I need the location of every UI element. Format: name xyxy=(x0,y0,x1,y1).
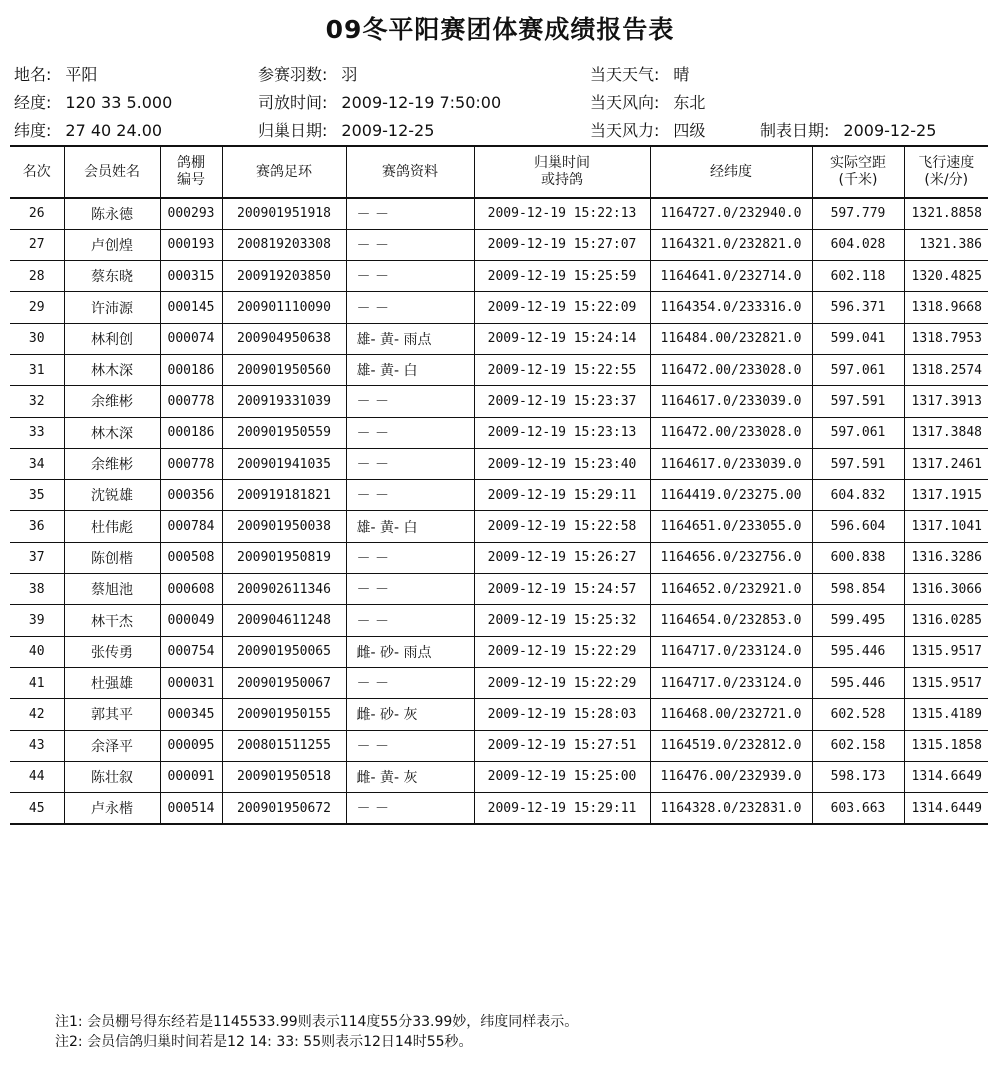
cell-distance: 602.528 xyxy=(812,699,904,730)
cell-bird-info: － － xyxy=(346,574,474,605)
info-latitude xyxy=(14,118,162,141)
cell-speed: 1317.1915 xyxy=(904,480,988,511)
cell-loft: 000186 xyxy=(160,417,222,448)
col-time-label-2: 或持鸽 xyxy=(541,172,583,188)
table-row xyxy=(10,793,988,824)
cell-coords: 116476.00/232939.0 xyxy=(650,761,812,792)
cell-bird-info: － － xyxy=(346,386,474,417)
footnote-2: 注2: 会员信鸽归巢时间若是12 14: 33: 55则表示12日14时55秒。 xyxy=(55,1034,473,1050)
cell-speed: 1321.8858 xyxy=(904,198,988,229)
cell-rank: 42 xyxy=(10,699,64,730)
cell-speed: 1315.1858 xyxy=(904,730,988,761)
cell-ring: 200901950155 xyxy=(222,699,346,730)
cell-return-time: 2009-12-19 15:22:13 xyxy=(474,198,650,229)
col-time-label-1: 归巢时间 xyxy=(534,155,590,171)
return-label: 归巢日期: xyxy=(258,121,328,140)
cell-member-name: 林木深 xyxy=(64,354,160,385)
cell-bird-info: 雄- 黄- 白 xyxy=(346,511,474,542)
info-place xyxy=(14,62,97,85)
cell-rank: 39 xyxy=(10,605,64,636)
cell-distance: 595.446 xyxy=(812,667,904,698)
cell-bird-info: 雄- 黄- 白 xyxy=(346,354,474,385)
cell-speed: 1317.1041 xyxy=(904,511,988,542)
col-coords xyxy=(650,146,812,198)
col-rank xyxy=(10,146,64,198)
cell-rank: 32 xyxy=(10,386,64,417)
table-row xyxy=(10,636,988,667)
cell-member-name: 张传勇 xyxy=(64,636,160,667)
cell-rank: 27 xyxy=(10,229,64,260)
cell-loft: 000778 xyxy=(160,448,222,479)
col-distance-label-2: (千米) xyxy=(838,172,878,188)
cell-coords: 1164321.0/232821.0 xyxy=(650,229,812,260)
cell-distance: 597.591 xyxy=(812,386,904,417)
made-value: 2009-12-25 xyxy=(843,121,937,140)
cell-member-name: 卢创煌 xyxy=(64,229,160,260)
cell-coords: 1164727.0/232940.0 xyxy=(650,198,812,229)
cell-distance: 597.061 xyxy=(812,417,904,448)
cell-return-time: 2009-12-19 15:27:07 xyxy=(474,229,650,260)
cell-return-time: 2009-12-19 15:26:27 xyxy=(474,542,650,573)
cell-member-name: 陈创楷 xyxy=(64,542,160,573)
cell-distance: 597.779 xyxy=(812,198,904,229)
col-speed xyxy=(904,146,988,198)
cell-bird-info: － － xyxy=(346,292,474,323)
cell-distance: 603.663 xyxy=(812,793,904,824)
footnote-1: 注1: 会员棚号得东经若是1145533.99则表示114度55分33.99妙，纬度同样表示。 xyxy=(55,1014,579,1030)
cell-bird-info: － － xyxy=(346,605,474,636)
cell-bird-info: － － xyxy=(346,793,474,824)
col-ring-label: 赛鸽足环 xyxy=(256,163,312,180)
cell-return-time: 2009-12-19 15:28:03 xyxy=(474,699,650,730)
cell-rank: 35 xyxy=(10,480,64,511)
cell-loft: 000345 xyxy=(160,699,222,730)
cell-ring: 200901950518 xyxy=(222,761,346,792)
col-time xyxy=(474,146,650,198)
cell-speed: 1316.0285 xyxy=(904,605,988,636)
col-bird-label: 赛鸽资料 xyxy=(382,163,438,180)
place-label: 地名: xyxy=(14,65,52,84)
cell-speed: 1318.7953 xyxy=(904,323,988,354)
cell-return-time: 2009-12-19 15:22:09 xyxy=(474,292,650,323)
col-loft-label-2: 编号 xyxy=(177,172,205,188)
cell-ring: 200901110090 xyxy=(222,292,346,323)
cell-ring: 200901950819 xyxy=(222,542,346,573)
cell-distance: 595.446 xyxy=(812,636,904,667)
cell-coords: 116472.00/233028.0 xyxy=(650,417,812,448)
cell-ring: 200901950560 xyxy=(222,354,346,385)
cell-loft: 000031 xyxy=(160,667,222,698)
cell-coords: 1164354.0/233316.0 xyxy=(650,292,812,323)
col-loft-label-1: 鸽棚 xyxy=(177,155,205,171)
table-row xyxy=(10,448,988,479)
cell-coords: 116468.00/232721.0 xyxy=(650,699,812,730)
cell-coords: 116472.00/233028.0 xyxy=(650,354,812,385)
table-row xyxy=(10,417,988,448)
cell-bird-info: － － xyxy=(346,480,474,511)
cell-speed: 1316.3066 xyxy=(904,574,988,605)
cell-bird-info: － － xyxy=(346,261,474,292)
table-row xyxy=(10,542,988,573)
cell-member-name: 杜强雄 xyxy=(64,667,160,698)
cell-loft: 000095 xyxy=(160,730,222,761)
table-row xyxy=(10,292,988,323)
cell-member-name: 余维彬 xyxy=(64,386,160,417)
cell-return-time: 2009-12-19 15:22:29 xyxy=(474,636,650,667)
col-distance xyxy=(812,146,904,198)
cell-rank: 40 xyxy=(10,636,64,667)
cell-loft: 000186 xyxy=(160,354,222,385)
cell-ring: 200919331039 xyxy=(222,386,346,417)
col-speed-label-1: 飞行速度 xyxy=(918,155,975,171)
cell-loft: 000778 xyxy=(160,386,222,417)
table-row xyxy=(10,323,988,354)
cell-bird-info: － － xyxy=(346,730,474,761)
cell-return-time: 2009-12-19 15:25:32 xyxy=(474,605,650,636)
longitude-value: 120 33 5.000 xyxy=(65,93,173,112)
table-row xyxy=(10,386,988,417)
cell-ring: 200904611248 xyxy=(222,605,346,636)
col-loft xyxy=(160,146,222,198)
cell-bird-info: － － xyxy=(346,417,474,448)
cell-speed: 1318.9668 xyxy=(904,292,988,323)
cell-speed: 1314.6449 xyxy=(904,793,988,824)
wind-direction-label: 当天风向: xyxy=(590,93,660,112)
cell-distance: 597.061 xyxy=(812,354,904,385)
table-row xyxy=(10,667,988,698)
place-value: 平阳 xyxy=(65,65,98,84)
col-ring xyxy=(222,146,346,198)
cell-ring: 200819203308 xyxy=(222,229,346,260)
made-label: 制表日期: xyxy=(760,121,830,140)
col-member-label: 会员姓名 xyxy=(84,163,140,180)
cell-return-time: 2009-12-19 15:22:29 xyxy=(474,667,650,698)
cell-return-time: 2009-12-19 15:29:11 xyxy=(474,480,650,511)
longitude-label: 经度: xyxy=(14,93,52,112)
cell-member-name: 陈永德 xyxy=(64,198,160,229)
table-row xyxy=(10,511,988,542)
wind-force-value: 四级 xyxy=(673,121,706,140)
cell-speed: 1316.3286 xyxy=(904,542,988,573)
cell-bird-info: － － xyxy=(346,667,474,698)
col-coords-label: 经纬度 xyxy=(710,163,752,180)
cell-distance: 596.604 xyxy=(812,511,904,542)
birds-value: 羽 xyxy=(341,65,358,84)
table-row xyxy=(10,605,988,636)
cell-member-name: 蔡东晓 xyxy=(64,261,160,292)
cell-return-time: 2009-12-19 15:23:13 xyxy=(474,417,650,448)
wind-direction-value: 东北 xyxy=(673,93,706,112)
info-wind-direction xyxy=(590,90,705,113)
table-row xyxy=(10,730,988,761)
cell-rank: 44 xyxy=(10,761,64,792)
info-return-date xyxy=(258,118,434,141)
cell-bird-info: 雌- 黄- 灰 xyxy=(346,761,474,792)
info-longitude xyxy=(14,90,172,113)
table-row xyxy=(10,198,988,229)
cell-return-time: 2009-12-19 15:29:11 xyxy=(474,793,650,824)
cell-coords: 1164328.0/232831.0 xyxy=(650,793,812,824)
cell-loft: 000356 xyxy=(160,480,222,511)
cell-ring: 200901950065 xyxy=(222,636,346,667)
cell-bird-info: － － xyxy=(346,448,474,479)
cell-rank: 31 xyxy=(10,354,64,385)
info-release-time xyxy=(258,90,501,113)
cell-distance: 597.591 xyxy=(812,448,904,479)
cell-distance: 599.041 xyxy=(812,323,904,354)
latitude-value: 27 40 24.00 xyxy=(65,121,163,140)
info-birds xyxy=(258,62,357,85)
cell-speed: 1315.9517 xyxy=(904,636,988,667)
cell-return-time: 2009-12-19 15:23:40 xyxy=(474,448,650,479)
cell-coords: 1164717.0/233124.0 xyxy=(650,636,812,667)
latitude-label: 纬度: xyxy=(14,121,52,140)
cell-ring: 200901951918 xyxy=(222,198,346,229)
cell-member-name: 许沛源 xyxy=(64,292,160,323)
cell-rank: 41 xyxy=(10,667,64,698)
cell-coords: 1164717.0/233124.0 xyxy=(650,667,812,698)
info-made-date xyxy=(760,118,936,141)
cell-ring: 200919203850 xyxy=(222,261,346,292)
cell-distance: 604.028 xyxy=(812,229,904,260)
cell-return-time: 2009-12-19 15:24:14 xyxy=(474,323,650,354)
cell-ring: 200904950638 xyxy=(222,323,346,354)
table-row xyxy=(10,229,988,260)
cell-loft: 000508 xyxy=(160,542,222,573)
cell-ring: 200902611346 xyxy=(222,574,346,605)
cell-loft: 000074 xyxy=(160,323,222,354)
cell-coords: 1164617.0/233039.0 xyxy=(650,448,812,479)
cell-loft: 000514 xyxy=(160,793,222,824)
cell-loft: 000315 xyxy=(160,261,222,292)
table-row xyxy=(10,761,988,792)
cell-member-name: 余维彬 xyxy=(64,448,160,479)
cell-rank: 45 xyxy=(10,793,64,824)
cell-return-time: 2009-12-19 15:22:55 xyxy=(474,354,650,385)
cell-distance: 602.158 xyxy=(812,730,904,761)
col-speed-label-2: (米/分) xyxy=(924,172,969,188)
cell-distance: 598.173 xyxy=(812,761,904,792)
cell-return-time: 2009-12-19 15:22:58 xyxy=(474,511,650,542)
cell-coords: 1164641.0/232714.0 xyxy=(650,261,812,292)
info-weather xyxy=(590,62,689,85)
cell-speed: 1321.386 xyxy=(904,229,988,260)
report-title: 09冬平阳赛团体赛成绩报告表 xyxy=(325,15,675,44)
cell-member-name: 蔡旭池 xyxy=(64,574,160,605)
col-bird xyxy=(346,146,474,198)
cell-ring: 200901950559 xyxy=(222,417,346,448)
cell-coords: 1164654.0/232853.0 xyxy=(650,605,812,636)
cell-speed: 1317.2461 xyxy=(904,448,988,479)
cell-ring: 200801511255 xyxy=(222,730,346,761)
cell-return-time: 2009-12-19 15:25:00 xyxy=(474,761,650,792)
weather-label: 当天天气: xyxy=(590,65,660,84)
cell-bird-info: － － xyxy=(346,198,474,229)
cell-speed: 1318.2574 xyxy=(904,354,988,385)
col-distance-label-1: 实际空距 xyxy=(830,155,886,171)
cell-coords: 1164419.0/23275.00 xyxy=(650,480,812,511)
table-body xyxy=(10,198,988,824)
header-row xyxy=(10,146,988,198)
cell-ring: 200901950672 xyxy=(222,793,346,824)
cell-member-name: 林木深 xyxy=(64,417,160,448)
cell-speed: 1317.3913 xyxy=(904,386,988,417)
cell-rank: 37 xyxy=(10,542,64,573)
cell-coords: 116484.00/232821.0 xyxy=(650,323,812,354)
cell-coords: 1164651.0/233055.0 xyxy=(650,511,812,542)
cell-distance: 596.371 xyxy=(812,292,904,323)
cell-loft: 000754 xyxy=(160,636,222,667)
cell-distance: 600.838 xyxy=(812,542,904,573)
cell-loft: 000091 xyxy=(160,761,222,792)
cell-loft: 000145 xyxy=(160,292,222,323)
cell-loft: 000608 xyxy=(160,574,222,605)
cell-bird-info: － － xyxy=(346,229,474,260)
return-value: 2009-12-25 xyxy=(341,121,435,140)
birds-label: 参赛羽数: xyxy=(258,65,328,84)
wind-force-label: 当天风力: xyxy=(590,121,660,140)
cell-ring: 200919181821 xyxy=(222,480,346,511)
cell-bird-info: 雌- 砂- 灰 xyxy=(346,699,474,730)
cell-distance: 599.495 xyxy=(812,605,904,636)
cell-member-name: 林利创 xyxy=(64,323,160,354)
cell-coords: 1164617.0/233039.0 xyxy=(650,386,812,417)
table-row xyxy=(10,574,988,605)
cell-return-time: 2009-12-19 15:25:59 xyxy=(474,261,650,292)
cell-ring: 200901941035 xyxy=(222,448,346,479)
cell-coords: 1164519.0/232812.0 xyxy=(650,730,812,761)
cell-return-time: 2009-12-19 15:24:57 xyxy=(474,574,650,605)
results-table xyxy=(10,145,988,825)
cell-ring: 200901950067 xyxy=(222,667,346,698)
cell-speed: 1314.6649 xyxy=(904,761,988,792)
cell-distance: 604.832 xyxy=(812,480,904,511)
cell-speed: 1315.4189 xyxy=(904,699,988,730)
release-value: 2009-12-19 7:50:00 xyxy=(341,93,502,112)
cell-rank: 26 xyxy=(10,198,64,229)
cell-return-time: 2009-12-19 15:23:37 xyxy=(474,386,650,417)
release-label: 司放时间: xyxy=(258,93,328,112)
cell-bird-info: 雄- 黄- 雨点 xyxy=(346,323,474,354)
cell-return-time: 2009-12-19 15:27:51 xyxy=(474,730,650,761)
col-rank-label: 名次 xyxy=(22,163,51,180)
table-row xyxy=(10,354,988,385)
cell-speed: 1317.3848 xyxy=(904,417,988,448)
cell-coords: 1164652.0/232921.0 xyxy=(650,574,812,605)
cell-speed: 1315.9517 xyxy=(904,667,988,698)
footnotes xyxy=(55,1012,578,1052)
cell-member-name: 沈锐雄 xyxy=(64,480,160,511)
cell-member-name: 杜伟彪 xyxy=(64,511,160,542)
cell-rank: 30 xyxy=(10,323,64,354)
cell-rank: 38 xyxy=(10,574,64,605)
cell-loft: 000784 xyxy=(160,511,222,542)
cell-loft: 000293 xyxy=(160,198,222,229)
cell-coords: 1164656.0/232756.0 xyxy=(650,542,812,573)
table-row xyxy=(10,261,988,292)
cell-member-name: 林干杰 xyxy=(64,605,160,636)
cell-member-name: 陈壮叙 xyxy=(64,761,160,792)
cell-distance: 602.118 xyxy=(812,261,904,292)
table-row xyxy=(10,480,988,511)
cell-loft: 000049 xyxy=(160,605,222,636)
table-row xyxy=(10,699,988,730)
cell-rank: 28 xyxy=(10,261,64,292)
col-member xyxy=(64,146,160,198)
cell-loft: 000193 xyxy=(160,229,222,260)
cell-rank: 29 xyxy=(10,292,64,323)
cell-rank: 36 xyxy=(10,511,64,542)
cell-member-name: 余泽平 xyxy=(64,730,160,761)
cell-speed: 1320.4825 xyxy=(904,261,988,292)
cell-rank: 43 xyxy=(10,730,64,761)
cell-rank: 34 xyxy=(10,448,64,479)
cell-rank: 33 xyxy=(10,417,64,448)
cell-distance: 598.854 xyxy=(812,574,904,605)
cell-member-name: 郭其平 xyxy=(64,699,160,730)
weather-value: 晴 xyxy=(673,65,690,84)
info-wind-force xyxy=(590,118,705,141)
cell-bird-info: 雌- 砂- 雨点 xyxy=(346,636,474,667)
cell-bird-info: － － xyxy=(346,542,474,573)
cell-member-name: 卢永楷 xyxy=(64,793,160,824)
cell-ring: 200901950038 xyxy=(222,511,346,542)
